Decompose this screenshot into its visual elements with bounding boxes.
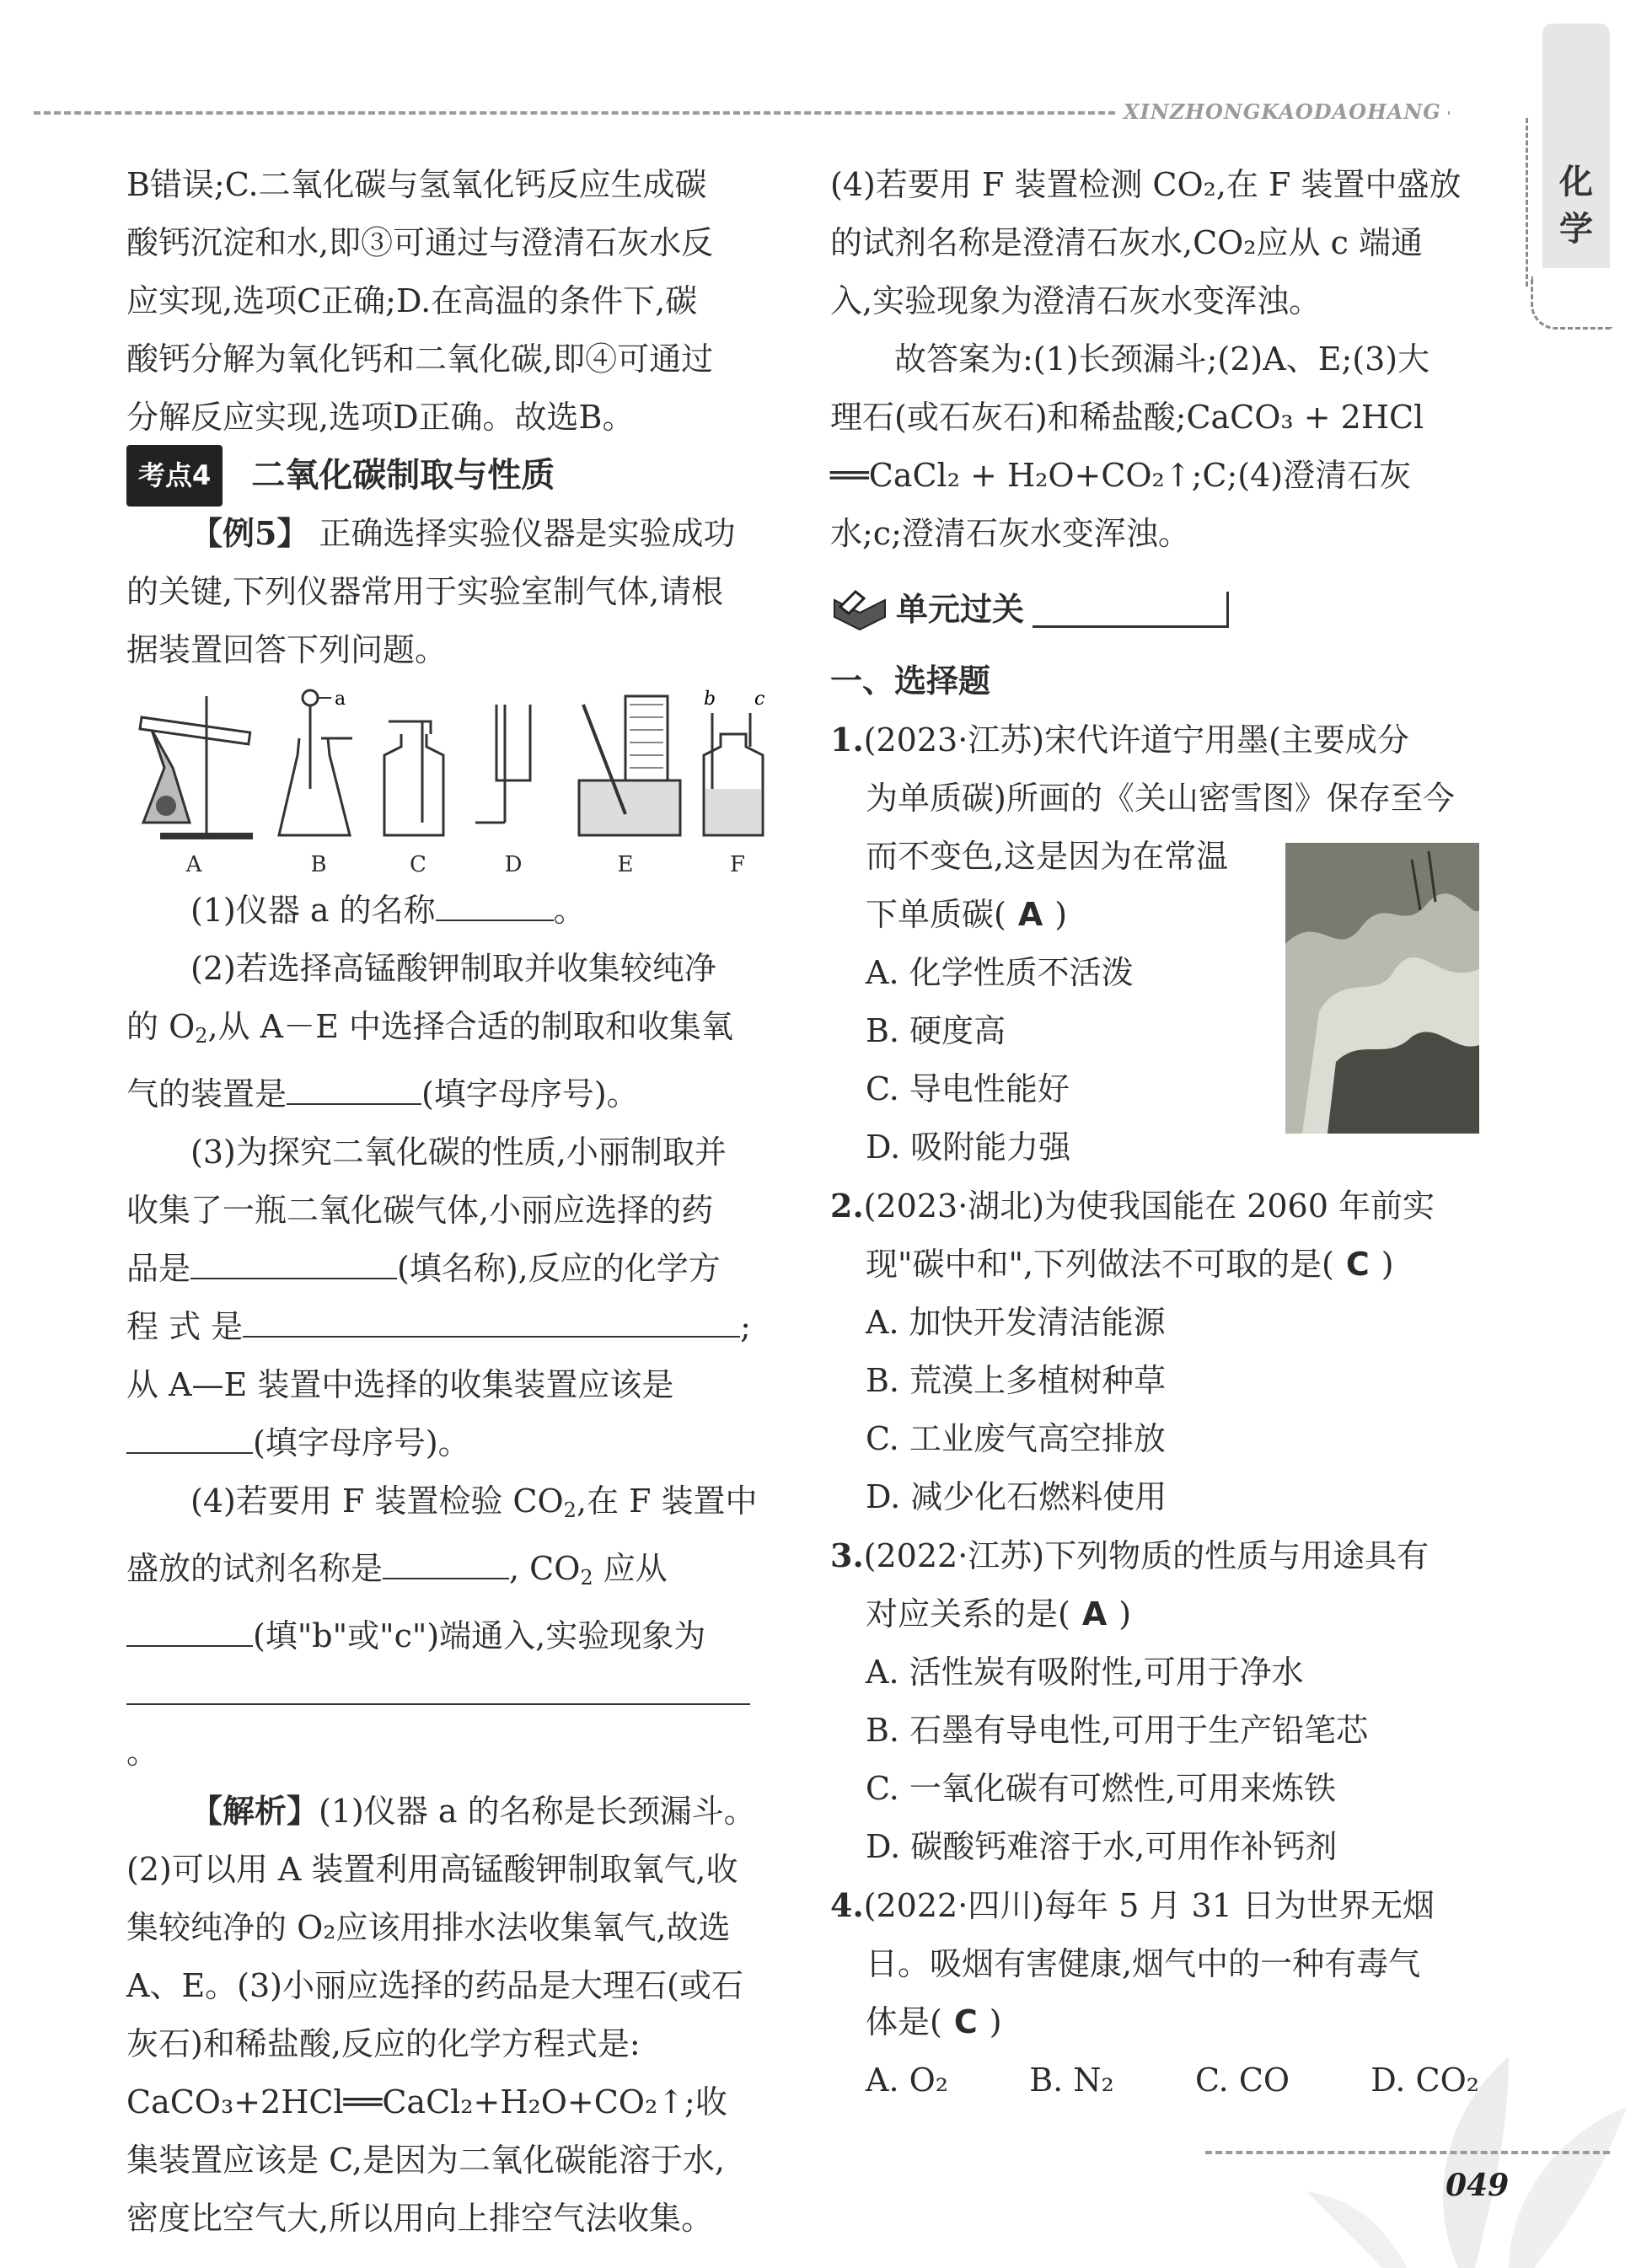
text-line: 酸钙沉淀和水,即③可通过与澄清石灰水反 bbox=[126, 224, 714, 261]
tab-corner-decoration bbox=[1531, 276, 1612, 330]
q2-text: ,从 A－E 中选择合适的制取和收集氧 bbox=[207, 1008, 733, 1045]
analysis-line: (2)可以用 A 装置利用高锰酸钾制取氧气,收 bbox=[126, 1851, 738, 1888]
apparatus-label: B bbox=[310, 852, 327, 877]
section-title: 一、选择题 bbox=[830, 662, 991, 700]
option: B. 石墨有导电性,可用于生产铅笔芯 bbox=[866, 1712, 1369, 1749]
answer-blank[interactable] bbox=[383, 1551, 509, 1579]
book-pen-icon bbox=[830, 583, 889, 635]
question-line bbox=[126, 1607, 780, 1665]
question-text: (2023·江苏)宋代许道宁用墨(主要成分 bbox=[863, 721, 1409, 759]
question-number: 4. bbox=[830, 1886, 864, 1924]
example-line bbox=[126, 504, 780, 563]
mark-b: b bbox=[704, 689, 716, 710]
answer-blank[interactable] bbox=[287, 1076, 421, 1105]
apparatus-d bbox=[471, 688, 555, 882]
question-line: 从 A—E 装置中选择的收集装置应该是 bbox=[126, 1366, 674, 1403]
analysis-text: (1)仪器 a 的名称是长颈漏斗。 bbox=[319, 1793, 756, 1830]
text-line: B错误;C.二氧化碳与氢氧化钙反应生成碳 bbox=[126, 166, 707, 203]
question-line: (3)为探究二氧化碳的性质,小丽制取并 bbox=[190, 1134, 727, 1171]
page-number: 049 bbox=[1446, 2168, 1510, 2203]
question-text: ) bbox=[1118, 1595, 1132, 1633]
apparatus-b-drawing bbox=[272, 688, 365, 848]
apparatus-a bbox=[126, 688, 261, 882]
q3-text: 程 式 是 bbox=[126, 1308, 244, 1345]
text-line: (4)若要用 F 装置检测 CO₂,在 F 装置中盛放 bbox=[830, 166, 1462, 203]
q4-text: (填"b"或"c")端通入,实验现象为 bbox=[253, 1617, 706, 1654]
question-text: 而不变色,这是因为在常温 bbox=[866, 838, 1229, 875]
question-line bbox=[126, 1414, 780, 1472]
apparatus-c-drawing bbox=[376, 688, 460, 848]
analysis-label: 【解析】 bbox=[190, 1792, 319, 1830]
question-text: 为单质碳)所画的《关山密雪图》保存至今 bbox=[866, 780, 1455, 817]
question-line: 收集了一瓶二氧化碳气体,小丽应选择的药 bbox=[126, 1192, 714, 1229]
question-line: (2)若选择高锰酸钾制取并收集较纯净 bbox=[190, 950, 716, 987]
unit-review-title: 单元过关 bbox=[896, 590, 1025, 628]
answer-value: C bbox=[1345, 1246, 1370, 1283]
apparatus-e bbox=[566, 688, 684, 882]
question-number: 1. bbox=[830, 721, 864, 759]
analysis-line: CaCO₃+2HCl══CaCl₂+H₂O+CO₂↑;收 bbox=[126, 2083, 727, 2121]
answer-value: A bbox=[1017, 896, 1043, 933]
example-line: 的关键,下列仪器常用于实验室制气体,请根 bbox=[126, 573, 724, 610]
analysis-line: 密度比空气大,所以用向上排空气法收集。 bbox=[126, 2200, 714, 2237]
text-line: 的试剂名称是澄清石灰水,CO₂应从 c 端通 bbox=[830, 224, 1423, 261]
answer-blank[interactable] bbox=[126, 1676, 750, 1705]
leaf-decoration bbox=[1256, 2006, 1636, 2268]
q4-text: (4)若要用 F 装置检验 CO bbox=[190, 1483, 564, 1520]
text-line: 酸钙分解为氧化钙和二氧化碳,即④可通过 bbox=[126, 340, 714, 378]
q1-end: 。 bbox=[553, 892, 586, 929]
text-line: 分解反应实现,选项D正确。故选B。 bbox=[126, 399, 635, 436]
left-column bbox=[126, 156, 780, 2248]
apparatus-label: E bbox=[617, 852, 634, 877]
question-text: 体是( bbox=[866, 2003, 942, 2040]
question-line: (4)若要用 F 装置检验 $CO_2$,在 F 装置中 bbox=[190, 1483, 758, 1522]
question-text: ) bbox=[1054, 896, 1068, 933]
analysis-line: 集较纯净的 O₂应该用排水法收集氧气,故选 bbox=[126, 1909, 731, 1946]
question-number: 2. bbox=[830, 1187, 864, 1225]
question-line bbox=[126, 1065, 780, 1123]
q2-text: 气的装置是 bbox=[126, 1075, 287, 1113]
question-2 bbox=[830, 1177, 1479, 1526]
apparatus-b bbox=[272, 688, 365, 882]
q1-text: (1)仪器 a 的名称 bbox=[190, 892, 436, 929]
apparatus-f-drawing bbox=[695, 688, 780, 848]
mountain-snow-painting bbox=[1285, 843, 1479, 1134]
question-text: (2022·四川)每年 5 月 31 日为世界无烟 bbox=[863, 1887, 1435, 1924]
kaodian-badge: 考点4 bbox=[126, 445, 223, 507]
heading-underline bbox=[1033, 592, 1229, 628]
question-line bbox=[126, 1298, 780, 1356]
apparatus-label: F bbox=[729, 852, 746, 877]
apparatus-label: A bbox=[185, 852, 202, 877]
apparatus-d-drawing bbox=[471, 688, 555, 848]
question-text: 日。吸烟有害健康,烟气中的一种有毒气 bbox=[866, 1945, 1421, 1982]
option: D. 减少化石燃料使用 bbox=[866, 1478, 1167, 1515]
answer-blank[interactable] bbox=[126, 1618, 253, 1647]
question-line bbox=[126, 1665, 780, 1782]
option: C. 工业废气高空排放 bbox=[866, 1420, 1166, 1457]
answer-value: A bbox=[1081, 1595, 1108, 1633]
option: D. CO₂ bbox=[1370, 2062, 1479, 2099]
analysis-line bbox=[126, 1782, 780, 1841]
question-line bbox=[126, 1240, 780, 1298]
question-line bbox=[126, 882, 780, 940]
answer-blank[interactable] bbox=[243, 1309, 740, 1338]
kaodian-heading bbox=[126, 447, 780, 504]
q2-text: 的 O bbox=[126, 1008, 196, 1045]
example-label: 【例5】 bbox=[190, 514, 309, 552]
analysis-line: 集装置应该是 C,是因为二氧化碳能溶于水, bbox=[126, 2142, 725, 2179]
q4-text: 应从 bbox=[593, 1550, 668, 1587]
answer-line: 水;c;澄清石灰水变浑浊。 bbox=[830, 515, 1190, 552]
question-text: 对应关系的是( bbox=[866, 1595, 1070, 1633]
q4-text: 盛放的试剂名称是 bbox=[126, 1550, 384, 1587]
side-dashed-rule bbox=[1526, 118, 1528, 287]
analysis-line: 灰石)和稀盐酸,反应的化学方程式是: bbox=[126, 2025, 641, 2062]
apparatus-f bbox=[695, 688, 780, 882]
analysis-line: A、E。(3)小丽应选择的药品是大理石(或石 bbox=[126, 1967, 743, 2004]
answer-line: ══CaCl₂ + H₂O+CO₂↑;C;(4)澄清石灰 bbox=[830, 457, 1412, 494]
q3-text: ; bbox=[740, 1308, 751, 1345]
option: B. N₂ bbox=[1029, 2062, 1114, 2099]
example-text: 正确选择实验仪器是实验成功 bbox=[319, 515, 736, 552]
option: A. 加快开发清洁能源 bbox=[866, 1304, 1166, 1341]
mark-c: c bbox=[754, 689, 765, 710]
answer-blank[interactable] bbox=[126, 1425, 253, 1454]
apparatus-e-drawing bbox=[566, 688, 684, 848]
subject-tab-label: 化学 bbox=[1559, 162, 1593, 249]
answer-blank[interactable] bbox=[436, 893, 554, 921]
mark-a: a bbox=[335, 689, 346, 710]
option: B. 硬度高 bbox=[866, 1012, 1006, 1049]
running-title: XINZHONGKAODAOHANG bbox=[1117, 99, 1448, 124]
answer-value: C bbox=[953, 2003, 978, 2040]
option: B. 荒漠上多植树种草 bbox=[866, 1362, 1167, 1399]
apparatus-label: C bbox=[410, 852, 426, 877]
question-text: 现"碳中和",下列做法不可取的是( bbox=[866, 1246, 1334, 1283]
question-text: 下单质碳( bbox=[866, 896, 1006, 933]
question-text: (2023·湖北)为使我国能在 2060 年前实 bbox=[863, 1188, 1435, 1225]
text-line: 入,实验现象为澄清石灰水变浑浊。 bbox=[830, 282, 1322, 319]
q3-text: 品是 bbox=[126, 1250, 191, 1287]
option: D. 吸附能力强 bbox=[866, 1129, 1071, 1166]
apparatus-c bbox=[376, 688, 460, 882]
q4-text: , CO bbox=[509, 1550, 581, 1587]
q2-text: (填字母序号)。 bbox=[421, 1075, 639, 1113]
apparatus-figure bbox=[126, 688, 780, 882]
text-line: 应实现,选项C正确;D.在高温的条件下,碳 bbox=[126, 282, 698, 319]
option: A. 化学性质不活泼 bbox=[866, 954, 1134, 991]
option: C. 一氧化碳有可燃性,可用来炼铁 bbox=[866, 1770, 1336, 1807]
option: C. 导电性能好 bbox=[866, 1070, 1070, 1107]
answer-blank[interactable] bbox=[190, 1251, 397, 1279]
q4-text: ,在 F 装置中 bbox=[576, 1483, 758, 1520]
question-line: 的 $O_2$,从 A－E 中选择合适的制取和收集氧 bbox=[126, 1008, 733, 1048]
option: A. 活性炭有吸附性,可用于净水 bbox=[866, 1654, 1304, 1691]
q3-text: (填字母序号)。 bbox=[253, 1424, 470, 1461]
question-line: 盛放的试剂名称是 , $CO_2$ 应从 bbox=[126, 1550, 668, 1590]
q4-text: 。 bbox=[126, 1734, 159, 1771]
kaodian-title: 二氧化碳制取与性质 bbox=[251, 455, 555, 495]
option: A. O₂ bbox=[866, 2062, 948, 2099]
option: D. 碳酸钙难溶于水,可用作补钙剂 bbox=[866, 1828, 1338, 1865]
question-number: 3. bbox=[830, 1536, 864, 1574]
answer-line: 故答案为:(1)长颈漏斗;(2)A、E;(3)大 bbox=[894, 340, 1430, 378]
apparatus-label: D bbox=[504, 852, 523, 877]
question-text: ) bbox=[1381, 1246, 1394, 1283]
example-line: 据装置回答下列问题。 bbox=[126, 631, 448, 668]
answer-line: 理石(或石灰石)和稀盐酸;CaCO₃ + 2HCl bbox=[830, 399, 1424, 436]
subject-tab bbox=[1542, 24, 1610, 268]
question-text: (2022·江苏)下列物质的性质与用途具有 bbox=[863, 1537, 1429, 1574]
footer-dashed-rule bbox=[1205, 2151, 1610, 2154]
unit-review-heading bbox=[830, 571, 1479, 647]
painting-image bbox=[1285, 843, 1479, 1134]
question-3 bbox=[830, 1526, 1479, 1876]
question-text: ) bbox=[989, 2003, 1002, 2040]
option: C. CO bbox=[1194, 2062, 1290, 2099]
apparatus-a-drawing bbox=[126, 688, 261, 848]
q3-text: (填名称),反应的化学方 bbox=[397, 1250, 721, 1287]
